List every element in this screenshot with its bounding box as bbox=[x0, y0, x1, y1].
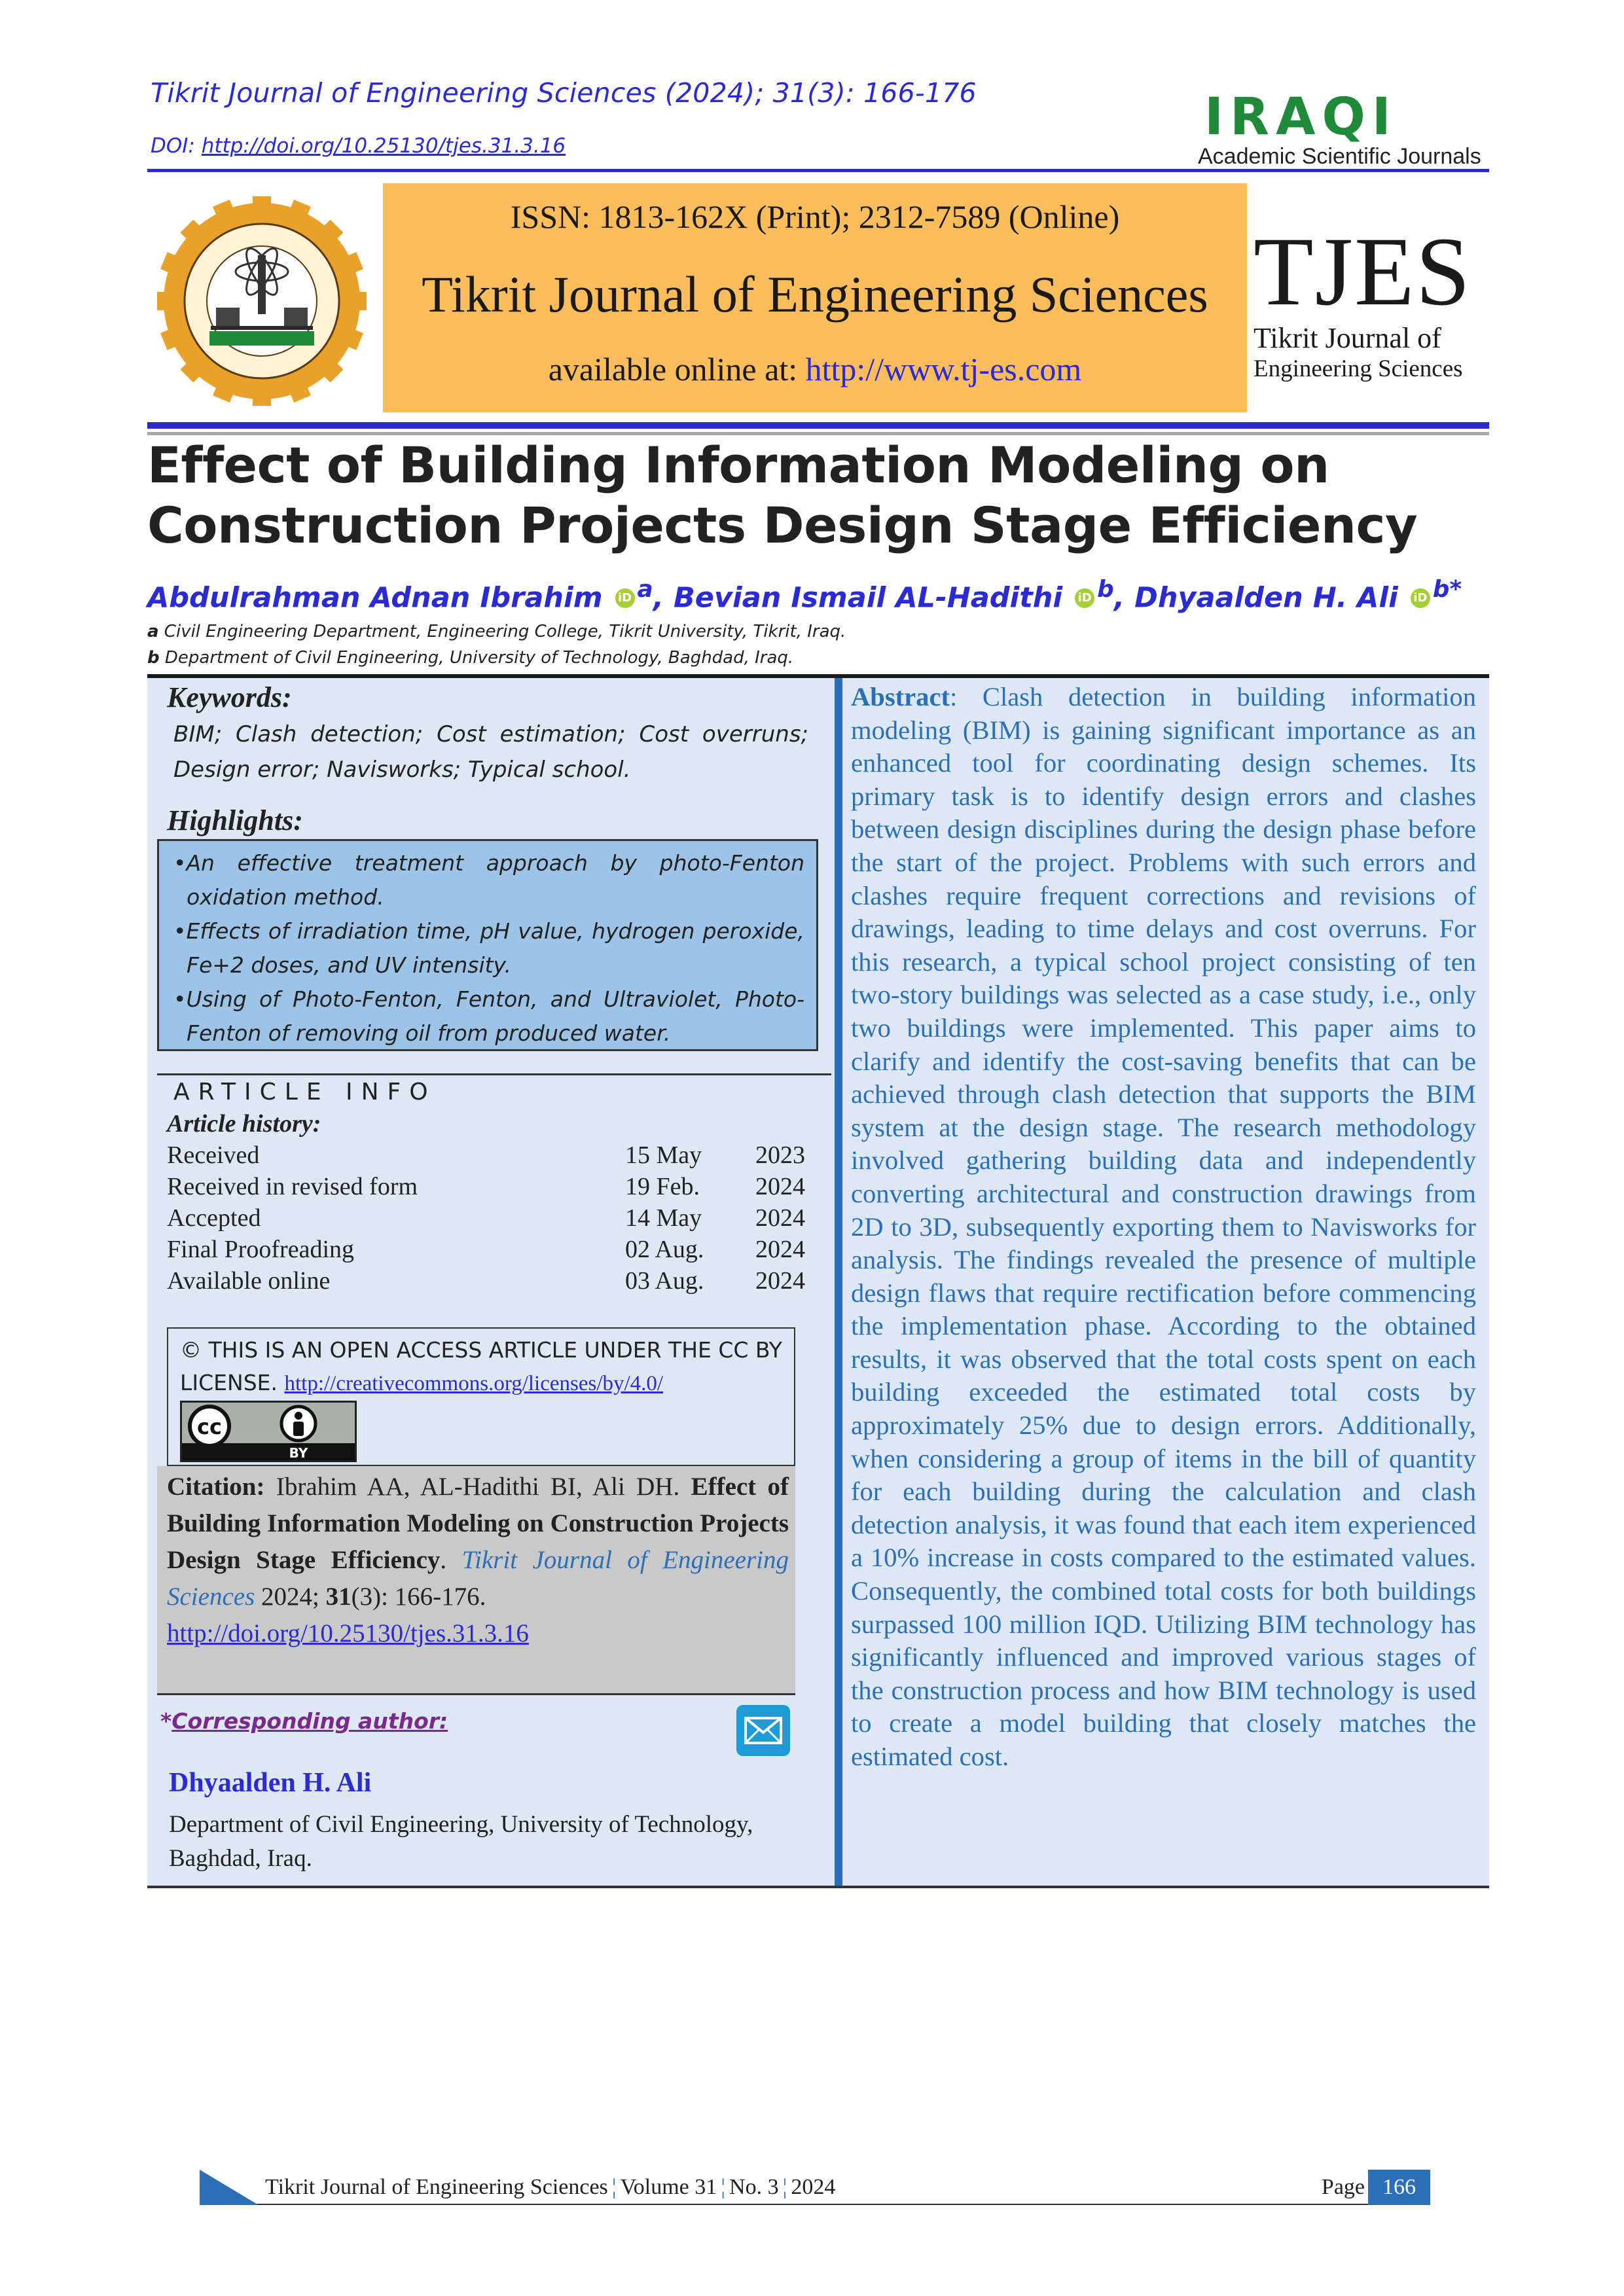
tikrit-university-seal bbox=[157, 196, 367, 406]
affiliation-key: b bbox=[147, 648, 160, 668]
history-label: Available online bbox=[167, 1267, 331, 1295]
citation-label: Citation: bbox=[167, 1473, 265, 1501]
affiliation-key: a bbox=[147, 622, 159, 641]
author-list: Abdulrahman Adnan Ibrahim iD $^a$, Bevian Ismail AL-Hadithi iD $^b$, Dhyaalden H. Ali iD $^{b*}$ bbox=[147, 576, 1462, 615]
doi-link[interactable]: http://doi.org/10.25130/tjes.31.3.16 bbox=[201, 134, 566, 158]
iraqi-logo-subtitle: Academic Scientific Journals bbox=[1198, 144, 1481, 169]
affiliation-text: Civil Engineering Department, Engineering College, Tikrit University, Tikrit, Iraq. bbox=[158, 622, 846, 641]
header-rule bbox=[147, 169, 1489, 172]
history-row-received bbox=[167, 1141, 805, 1172]
author-affiliation-mark: b bbox=[1097, 576, 1114, 603]
title-rule-blue bbox=[147, 422, 1489, 429]
cc-icon: cc bbox=[197, 1414, 222, 1439]
article-history-label: Article history: bbox=[167, 1110, 321, 1138]
abstract-text: Abstract: Clash detection in building information modeling (BIM) is gaining significant importance as an enhanced tool for coordinating design schemes. Its primary task is to identify design errors and clashes between design disciplines during the design phase before the start of the project. Problems with such errors and clashes require frequent corrections and revisions of drawings, leading to time delays and cost overruns. For this research, a typical school project consisting of ten two-story buildings was selected as a case study, i.e., only two buildings were implemented. This paper aims to clarify and identify the cost-saving benefits that can be achieved through clash detection that supports the BIM system at the design stage. The research methodology involved gathering building data and independently converting architectural and construction drawings from 2D to 3D, subsequently exporting them to Navisworks for analysis. The findings revealed the presence of multiple design flaws that require rectification before commencing the implementation phase. According to the obtained results, it was observed that the total costs spent on each building exceeded the estimated total costs by approximately 25% due to design errors. Additionally, when considering a group of items in the bill of quantity for each building during the calculation and clash detection analysis, it was found that each item experienced a 10% increase in costs compared to the estimated values. Consequently, the combined total costs for both buildings surpassed 100 million IQD. Utilizing BIM technology has significantly influenced and improved various stages of the construction process and how BIM technology is used to create a model building that closely matches the estimated cost. bbox=[851, 682, 1476, 1771]
author-name: Abdulrahman Adnan Ibrahim bbox=[147, 581, 603, 615]
footer-page-label: Page bbox=[1321, 2175, 1365, 2199]
citation-text: Citation: Ibrahim AA, AL-Hadithi BI, Ali DH. Effect of Building Information Modeling on Construction Projects Design Stage Efficiency. Tikrit Journal of Engineering Sciences 2024; 31(3): 166-176. http://doi.org/10.25130/tjes.31.3.16 bbox=[167, 1473, 789, 1647]
history-label: Final Proofreading bbox=[167, 1236, 355, 1263]
citation-title: Effect of Building Information Modeling on Construction Projects Design Stage Efficiency bbox=[167, 1473, 789, 1574]
citation-journal: Tikrit Journal of Engineering Sciences bbox=[167, 1546, 789, 1611]
column-divider bbox=[835, 678, 842, 1886]
history-date: 15 May bbox=[625, 1141, 702, 1169]
tjes-logo bbox=[1254, 217, 1489, 383]
iraqi-logo-word: IRAQI bbox=[1204, 88, 1398, 147]
history-row-proofreading bbox=[167, 1235, 805, 1266]
license-box bbox=[167, 1327, 795, 1466]
citation-doi-link[interactable]: http://doi.org/10.25130/tjes.31.3.16 bbox=[167, 1619, 529, 1647]
history-row-online bbox=[167, 1266, 805, 1298]
author-affiliation-mark: b* bbox=[1432, 576, 1462, 603]
history-date: 19 Feb. bbox=[625, 1173, 700, 1200]
affiliation-text: Department of Civil Engineering, University of Technology, Baghdad, Iraq. bbox=[159, 648, 794, 668]
doi-label: DOI: bbox=[151, 134, 202, 158]
iraqi-journals-logo[interactable] bbox=[1198, 88, 1481, 170]
corresponding-author-name: Dhyaalden H. Ali bbox=[169, 1768, 372, 1798]
doi-header bbox=[151, 134, 566, 158]
history-year: 2023 bbox=[755, 1141, 805, 1169]
highlight-item: •Using of Photo-Fenton, Fenton, and Ultraviolet, Photo-Fenton of removing oil from produced water. bbox=[173, 986, 804, 1046]
affiliation-b bbox=[147, 648, 793, 668]
tjes-logo-word: TJES bbox=[1254, 217, 1472, 326]
history-label: Accepted bbox=[167, 1204, 261, 1232]
author-name: Dhyaalden H. Ali bbox=[1134, 581, 1398, 615]
history-year: 2024 bbox=[755, 1236, 805, 1263]
citation-box bbox=[157, 1466, 795, 1695]
history-year: 2024 bbox=[755, 1173, 805, 1200]
journal-website-link[interactable]: http://www.tj-es.com bbox=[805, 351, 1082, 387]
paper-title: Effect of Building Information Modeling on Construction Projects Design Stage Efficiency bbox=[147, 436, 1418, 554]
abstract-label: Abstract bbox=[851, 682, 950, 711]
history-year: 2024 bbox=[755, 1204, 805, 1232]
history-label: Received bbox=[167, 1141, 260, 1169]
affiliation-a bbox=[147, 622, 846, 641]
history-row-accepted bbox=[167, 1204, 805, 1235]
highlight-item: •Effects of irradiation time, pH value, hydrogen peroxide, Fe+2 doses, and UV intensity. bbox=[173, 918, 804, 978]
issn-text: ISSN: 1813-162X (Print); 2312-7589 (Online) bbox=[510, 198, 1120, 235]
banner-online-line bbox=[383, 350, 1247, 388]
orcid-icon[interactable]: iD bbox=[1075, 588, 1094, 608]
license-text: © THIS IS AN OPEN ACCESS ARTICLE UNDER THE CC BY LICENSE. http://creativecommons.org/licenses/by/4.0/ bbox=[180, 1337, 782, 1395]
history-year: 2024 bbox=[755, 1267, 805, 1295]
highlight-item: •An effective treatment approach by photo-Fenton oxidation method. bbox=[173, 850, 804, 910]
history-row-revised bbox=[167, 1172, 805, 1204]
history-date: 14 May bbox=[625, 1204, 702, 1232]
footer-page-number: 166 bbox=[1368, 2170, 1430, 2205]
article-info-heading: ARTICLE INFO bbox=[173, 1079, 437, 1105]
keywords-text: BIM; Clash detection; Cost estimation; Cost overruns; Design error; Navisworks; Typical school. bbox=[173, 721, 808, 783]
corresponding-author-label: *Corresponding author: bbox=[160, 1708, 448, 1734]
highlights-box bbox=[157, 839, 818, 1051]
orcid-icon[interactable]: iD bbox=[1411, 588, 1430, 608]
online-label: available online at: bbox=[548, 351, 806, 387]
license-link[interactable]: http://creativecommons.org/licenses/by/4.0/ bbox=[284, 1372, 664, 1395]
bottom-rule bbox=[147, 1886, 1489, 1888]
corresponding-author-dept: Department of Civil Engineering, University of Technology, Baghdad, Iraq. bbox=[169, 1811, 753, 1872]
article-info-rule bbox=[157, 1073, 831, 1075]
journal-citation-header: Tikrit Journal of Engineering Sciences (2024); 31(3): 166-176 bbox=[151, 77, 977, 109]
author-name: Bevian Ismail AL-Hadithi bbox=[674, 581, 1063, 615]
page-footer bbox=[200, 2170, 1430, 2205]
footer-journal-info: Tikrit Journal of Engineering Sciences ¦ Volume 31 ¦ No. 3 ¦ 2024 bbox=[265, 2175, 836, 2199]
highlights-heading: Highlights: bbox=[167, 804, 303, 836]
footer-accent bbox=[200, 2170, 259, 2205]
orcid-icon[interactable]: iD bbox=[615, 588, 635, 608]
keywords-heading: Keywords: bbox=[167, 681, 292, 713]
highlights-list bbox=[170, 846, 804, 1050]
tjes-logo-sub2: Engineering Sciences bbox=[1254, 355, 1463, 382]
journal-banner bbox=[383, 183, 1247, 412]
banner-journal-title: Tikrit Journal of Engineering Sciences bbox=[422, 266, 1208, 323]
history-date: 02 Aug. bbox=[625, 1236, 704, 1263]
tjes-logo-sub1: Tikrit Journal of bbox=[1254, 322, 1441, 354]
cc-by-badge[interactable] bbox=[180, 1401, 357, 1462]
history-label: Received in revised form bbox=[167, 1173, 418, 1200]
email-icon[interactable] bbox=[736, 1705, 790, 1756]
author-affiliation-mark: a bbox=[637, 576, 653, 603]
by-icon-label: BY bbox=[289, 1445, 308, 1460]
history-date: 03 Aug. bbox=[625, 1267, 704, 1295]
